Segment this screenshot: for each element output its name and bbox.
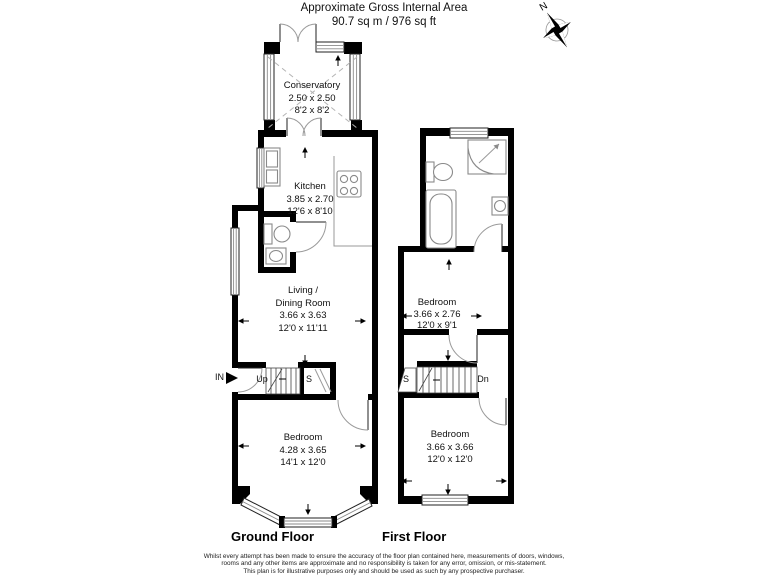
room-name: Dining Room xyxy=(275,297,331,309)
storage-label-ground: S xyxy=(305,374,312,384)
compass-north-label: N xyxy=(537,0,550,14)
room-name: Bedroom xyxy=(283,432,323,443)
living-room-window xyxy=(231,228,239,295)
page-subtitle: 90.7 sq m / 976 sq ft xyxy=(331,16,437,28)
conservatory-label xyxy=(253,80,371,118)
living-dining-label xyxy=(244,285,362,335)
bathtub-icon xyxy=(426,190,456,248)
stairs-down xyxy=(417,367,477,393)
bedroom-front-window xyxy=(422,495,468,505)
bedroom-ground-label xyxy=(244,432,362,470)
room-dims-metric: 3.85 x 2.70 xyxy=(286,193,334,205)
room-dims-metric: 3.66 x 2.76 xyxy=(413,308,461,320)
living-room-walls xyxy=(232,295,238,368)
room-name: Kitchen xyxy=(294,181,326,192)
wc-toilet-icon xyxy=(264,224,290,244)
bathroom-window xyxy=(450,128,488,138)
disclaimer xyxy=(0,553,768,575)
shower-icon xyxy=(468,140,506,174)
bathroom-basin-icon xyxy=(492,197,508,215)
conservatory-kitchen-doors xyxy=(287,118,321,136)
room-dims-metric: 3.66 x 3.63 xyxy=(279,310,327,321)
wc-basin-icon xyxy=(266,248,286,264)
entrance-in-label: IN xyxy=(215,372,224,382)
entrance-arrow-icon xyxy=(226,372,238,384)
first-floor-title: First Floor xyxy=(382,529,447,544)
stairs-up-label: Up xyxy=(256,374,268,384)
room-dims-metric: 2.50 x 2.50 xyxy=(288,92,336,104)
bedroom-rear-door xyxy=(449,335,477,363)
page-title: Approximate Gross Internal Area xyxy=(300,2,468,14)
room-dims-metric: 3.66 x 3.66 xyxy=(426,441,474,453)
bedroom-front-label xyxy=(391,429,509,467)
room-dims-imperial: 12'6 x 8'10 xyxy=(287,206,333,217)
bedroom-front-door xyxy=(479,398,506,425)
room-name: Living / xyxy=(287,285,319,296)
room-name: Bedroom xyxy=(430,429,470,440)
compass-icon xyxy=(527,0,581,55)
room-dims-imperial: 14'1 x 12'0 xyxy=(280,457,326,468)
disclaimer-line: rooms and any other items are approximate and no responsibility is taken for any error, omission, or mis-statement. xyxy=(221,560,547,568)
wc-door xyxy=(296,222,326,252)
bathroom-toilet-icon xyxy=(426,162,453,182)
kitchen-label xyxy=(251,181,369,219)
disclaimer-line: Whilst every attempt has been made to ensure the accuracy of the floor plan contained here, measurements of doors, windows, xyxy=(203,553,565,560)
room-dims-metric: 4.28 x 3.65 xyxy=(279,444,327,456)
room-name: Bedroom xyxy=(417,297,457,308)
bedroom-door-ground xyxy=(338,400,368,430)
ground-floor-title: Ground Floor xyxy=(231,529,315,544)
conservatory-exterior-doors xyxy=(280,24,316,42)
stairs-down-label: Dn xyxy=(477,374,489,384)
room-dims-imperial: 12'0 x 12'0 xyxy=(427,454,473,465)
room-dims-imperial: 12'0 x 9'1 xyxy=(416,320,458,331)
bathroom-door xyxy=(474,224,502,252)
storage-door-ground xyxy=(315,369,331,392)
disclaimer-line: This plan is for illustrative purposes only and should be used as such by any prospective purchaser. xyxy=(243,567,525,575)
bedroom-rear-label xyxy=(378,297,496,332)
room-name: Conservatory xyxy=(283,80,341,91)
bay-window xyxy=(232,486,378,528)
room-dims-imperial: 12'0 x 11'11 xyxy=(278,322,328,334)
storage-label-first: S xyxy=(402,374,409,384)
room-dims-imperial: 8'2 x 8'2 xyxy=(294,105,330,116)
